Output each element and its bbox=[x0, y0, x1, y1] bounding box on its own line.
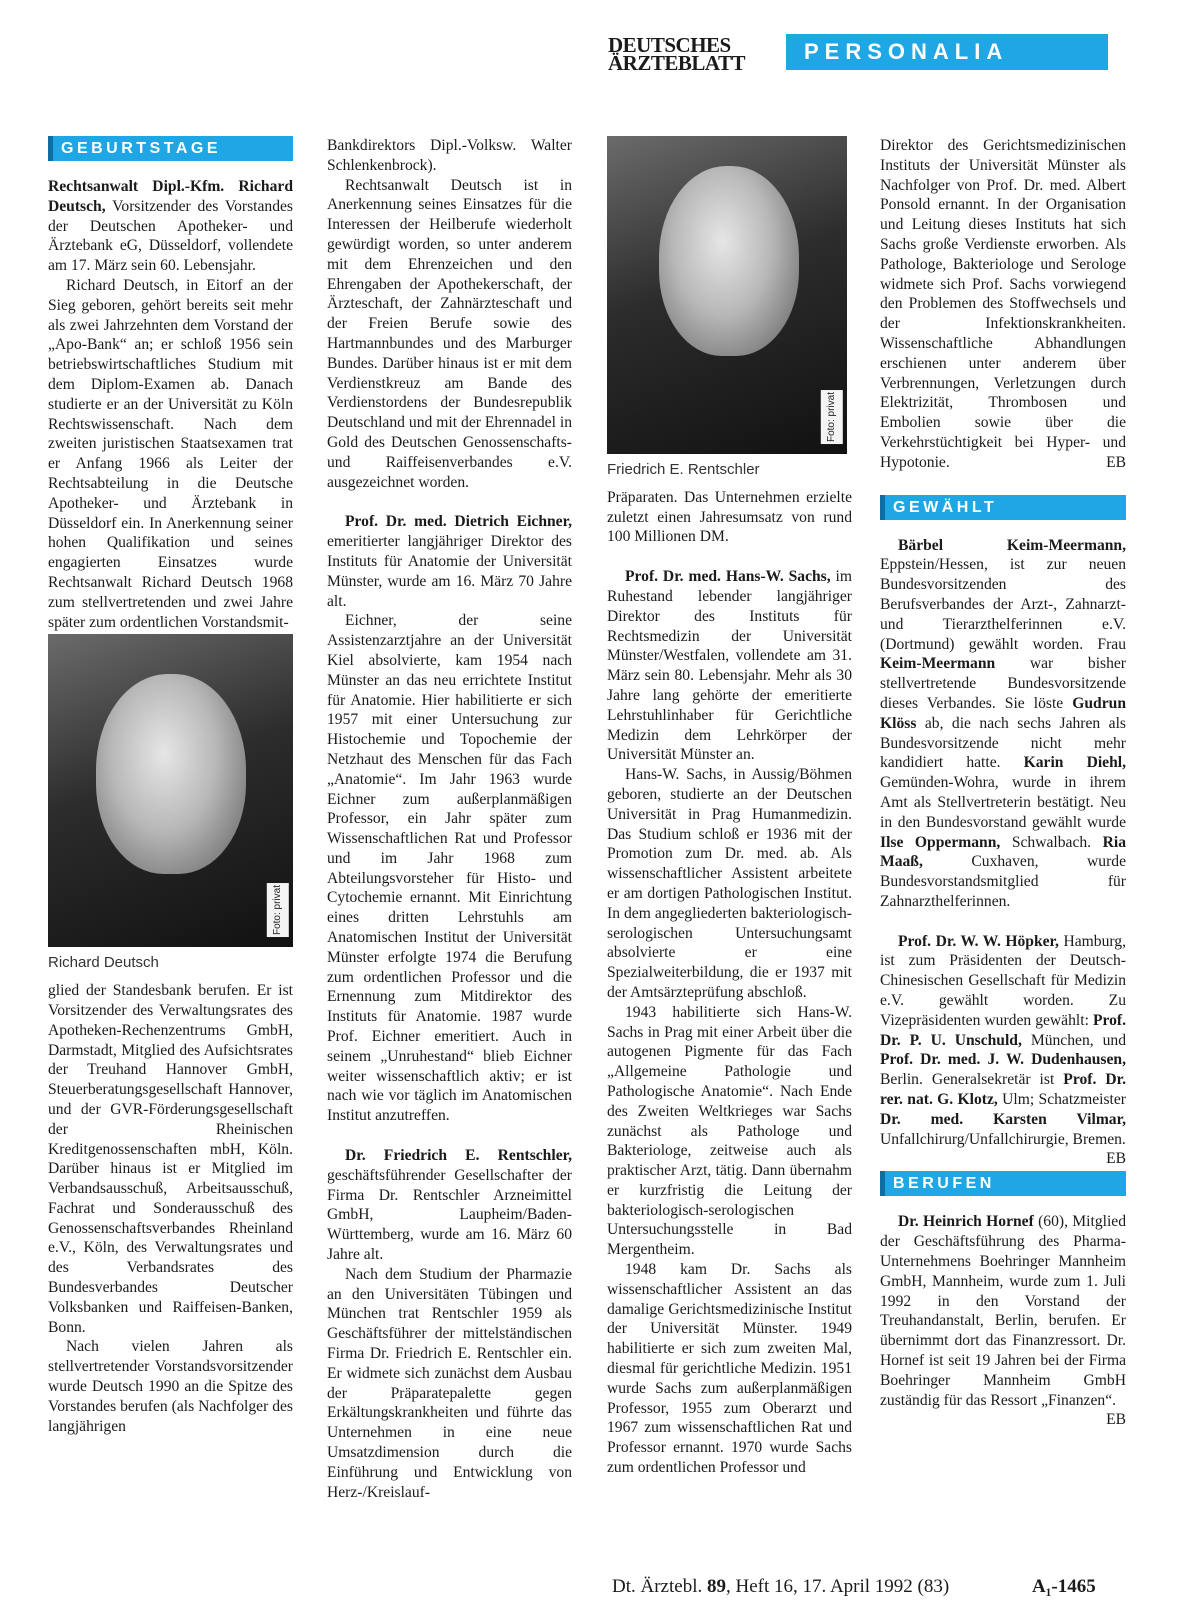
photo-credit: Foto: privat bbox=[821, 390, 843, 444]
article-paragraph: Bankdirektors Dipl.-Volksw. Walter Schlenkenbrock). bbox=[327, 137, 572, 174]
article-paragraph: Direktor des Gerichtsmedizinischen Instituts der Universität Münster als Nachfolger von Prof. Dr. med. Albert Ponsold ernannt. In der Organisation und Leitung dieses Instituts hat sich Sachs große Verdienste erworben. Als Pathologe, Bakteriologe und Serologe widmete sich Prof. Sachs vorwiegend den Problemen des Stoffwechsels und der Infektionskrankheiten. Wissenschaftliche Abhandlungen erschienen unter anderem über Verbrennungen, Verletzungen durch Elektrizität, Thrombosen und Embolien sowie über die Verkehrstüchtigkeit bei Hyper- und Hypotonie. EB bbox=[880, 137, 1126, 471]
portrait-face bbox=[659, 166, 799, 356]
portrait-face bbox=[96, 674, 246, 874]
article-deutsch-intro: Rechtsanwalt Dipl.-Kfm. Richard Deutsch, Vorsitzender des Vorstandes der Deutschen Apotheker- und Ärztebank eG, Düsseldorf, vollendete am 17. März sein 60. Lebensjahr. bbox=[48, 178, 293, 275]
section-label-berufen: BERUFEN bbox=[880, 1171, 1126, 1196]
portrait-photo-deutsch bbox=[48, 634, 293, 947]
article-paragraph: Hans-W. Sachs, in Aussig/Böhmen geboren, studierte an der Deutschen Universität in Prag Humanmedizin. Das Studium schloß er 1936 mit der Promotion zum Dr. med. ab. Als wissenschaftlicher Assistent arbeitete er am dortigen Pathologischen Institut. In dem angegliederten bakteriologisch-serologischen Untersuchungsamt absolvierte er eine Spezialweiterbildung, die er 1937 mit der Amtsärzteprüfung abschloß. bbox=[607, 766, 852, 1001]
article-paragraph: 1948 kam Dr. Sachs als wissenschaftlicher Assistent an das damalige Gerichtsmedizinische Institut der Universität Münster. 1949 habilitierte er sich zum zweiten Mal, diesmal für gerichtliche Medizin. 1951 wurde Sachs zum außerplanmäßigen Professor, 1955 zum Oberarzt und 1967 zum wissenschaftlichen Rat und Professor ernannt. 1970 wurde Sachs zum ordentlichen Professor und bbox=[607, 1261, 852, 1477]
photo-caption: Richard Deutsch bbox=[48, 954, 159, 972]
article-paragraph: Nach dem Studium der Pharmazie an den Universitäten Tübingen und München trat Rentschler 1959 als Geschäftsführer der mittelständischen Firma Dr. Friedrich E. Rentschler ein. Er widmete sich zunächst dem Ausbau der Präparatepalette gegen Erkältungskrankheiten und führte das Unternehmen in eine neue Umsatzdimension durch die Einführung und Entwicklung von Herz-/Kreislauf- bbox=[327, 1265, 572, 1501]
masthead bbox=[608, 34, 1108, 74]
section-title: PERSONALIA bbox=[786, 34, 1108, 70]
article-paragraph: Eichner, der seine Assistenzarztjahre an der Universität Kiel absolvierte, kam 1954 nach Münster an das neu errichtete Institut für Anatomie. Hier habilitierte er sich 1957 mit einer Untersuchung zur Histochemie und Topochemie der Netzhaut des Menschen für das Fach „Anatomie“. Im Jahr 1963 wurde Eichner zum außerplanmäßigen Professor, ein Jahr später zum Wissenschaftlichen Rat und Professor und im Jahr 1968 zum Abteilungsvorsteher für Histo- und Cytochemie ernannt. Mit Einrichtung eines dritten Lehrstuhls am Anatomischen Institut der Universität Münster erfolgte 1974 die Berufung zum ordentlichen Professor und die Ernennung zum Mitdirektor des Instituts für Anatomie. 1987 wurde Prof. Eichner emeritiert. Auch in seinem „Unruhestand“ blieb Eichner weiter wissenschaftlich aktiv; er ist nach wie vor täglich im Anatomischen Institut anzutreffen. bbox=[327, 612, 572, 1125]
article-sachs-intro: Prof. Dr. med. Hans-W. Sachs, im Ruhestand lebender langjähriger Direktor des Instituts für Rechtsmedizin der Universität Münster/Westfalen, vollendete am 31. März sein 80. Lebensjahr. Mehr als 30 Jahre lang gehörte der emeritierte Lehrstuhlinhaber für Gerichtliche Medizin dem Lehrkörper der Universität Münster an. bbox=[607, 568, 852, 764]
article-paragraph: Rechtsanwalt Deutsch ist in Anerkennung seines Einsatzes für die Interessen der Heilberufe wiederholt gewürdigt worden, so unter anderem mit dem Ehrenzeichen und den Ehrengaben der Apothekerschaft, der Ärzteschaft, der Zahnärzteschaft und der Freien Berufe sowie des Hartmannbundes und des Marburger Bundes. Darüber hinaus ist er mit dem Verdienstkreuz am Bande des Verdienstordens der Bundesrepublik Deutschland und mit der Ehrennadel in Gold des Deutschen Genossenschafts- und Raiffeisenverbandes e.V. ausgezeichnet worden. bbox=[327, 176, 572, 491]
column-4 bbox=[880, 136, 1126, 1430]
article-eichner-intro: Prof. Dr. med. Dietrich Eichner, emeritierter langjähriger Direktor des Instituts für Anatomie der Universität Münster, wurde am 16. März 70 Jahre alt. bbox=[327, 513, 572, 610]
page-number: A₁-1465 bbox=[1032, 1576, 1096, 1597]
author-signature: EB bbox=[1106, 1150, 1126, 1168]
person-name: Prof. Dr. med. Hans-W. Sachs, bbox=[625, 568, 831, 586]
page-footer bbox=[612, 1576, 1132, 1598]
section-label-geburtstage: GEBURTSTAGE bbox=[48, 136, 293, 161]
article-keim-meermann: Bärbel Keim-Meermann, Eppstein/Hessen, ist zur neuen Bundesvorsitzenden des Berufsverbandes der Arzt-, Zahnarzt- und Tierarzthelferinnen e.V. (Dortmund) gewählt worden. Frau Keim-Meermann war bisher stellvertretende Bundesvorsitzende dieses Verbandes. Sie löste Gudrun Klöss ab, die nach sechs Jahren als Bundesvorsitzende nicht mehr kandidiert hatte. Karin Diehl, Gemünden-Wohra, wurde in ihrem Amt als Stellvertreterin bestätigt. Neu in den Bundesvorstand gewählt wurde Ilse Oppermann, Schwalbach. Ria Maaß, Cuxhaven, wurde Bundesvorstandsmitglied für Zahnarzthelferinnen. bbox=[880, 536, 1126, 910]
photo-caption: Friedrich E. Rentschler bbox=[607, 461, 760, 478]
article-paragraph: Präparaten. Das Unternehmen erzielte zuletzt einen Jahresumsatz von rund 100 Millionen DM. bbox=[607, 488, 852, 546]
column-1 bbox=[48, 136, 293, 1436]
author-signature: EB bbox=[1106, 453, 1126, 471]
section-label-gewaehlt: GEWÄHLT bbox=[880, 495, 1126, 520]
article-rentschler-intro: Dr. Friedrich E. Rentschler, geschäftsführender Gesellschafter der Firma Dr. Rentschler Arzneimittel GmbH, Laupheim/Baden-Württemberg, wurde am 16. März 60 Jahre alt. bbox=[327, 1147, 572, 1264]
author-signature: EB bbox=[1106, 1411, 1126, 1429]
brand-line-1: DEUTSCHES bbox=[608, 33, 731, 57]
article-hoepker: Prof. Dr. W. W. Höpker, Hamburg, ist zum Präsidenten der Deutsch-Chinesischen Gesellschaft für Medizin e.V. gewählt worden. Zu Vizepräsidenten wurden gewählt: Prof. Dr. P. U. Unschuld, München, und Prof. Dr. med. J. W. Dudenhausen, Berlin. Generalsekretär ist Prof. Dr. rer. nat. G. Klotz, Ulm; Schatzmeister Dr. med. Karsten Vilmar, Unfallchirurg/Unfallchirurgie, Bremen. EB bbox=[880, 932, 1126, 1168]
column-3 bbox=[607, 136, 852, 1478]
brand-line-2: ÄRZTEBLATT bbox=[608, 51, 745, 75]
journal-logo bbox=[608, 33, 778, 75]
article-hornef: Dr. Heinrich Hornef (60), Mitglied der Geschäftsführung des Pharma-Unternehmens Boehringer Mannheim GmbH, Mannheim, wurde zum 1. Juli 1992 in den Vorstand der Treuhandanstalt, Berlin, berufen. Er übernimmt dort das Finanzressort. Dr. Hornef ist seit 19 Jahren bei der Firma Boehringer Mannheim GmbH zuständig für das Ressort „Finanzen“. EB bbox=[880, 1213, 1126, 1429]
portrait-photo-rentschler bbox=[607, 136, 847, 454]
article-paragraph: Richard Deutsch, in Eitorf an der Sieg geboren, gehört bereits seit mehr als zwei Jahrzehnten dem Vorstand der „Apo-Bank“ an; er schloß 1956 sein betriebswirtschaftliches Studium mit dem Diplom-Examen ab. Danach studierte er an der Universität zu Köln Rechtswissenschaft. Nach dem zweiten juristischen Staatsexamen trat er Anfang 1966 als Leiter der Rechtsabteilung in die Deutsche Apotheker- und Ärztebank in Düsseldorf ein. In Anerkennung seiner hohen Qualifikation und seines engagierten Einsatzes wurde Rechtsanwalt Richard Deutsch 1968 zum stellvertretenden und zwei Jahre später zum ordentlichen Vorstandsmit- bbox=[48, 276, 293, 631]
column-2 bbox=[327, 136, 572, 1502]
person-name: Dr. Friedrich E. Rentschler, bbox=[345, 1147, 572, 1165]
photo-credit: Foto: privat bbox=[267, 883, 289, 937]
citation: Dt. Ärztebl. 89, Heft 16, 17. April 1992 (83) bbox=[612, 1576, 950, 1597]
person-name: Rechtsanwalt Dipl.-Kfm. Richard Deutsch, bbox=[48, 178, 293, 215]
person-name: Prof. Dr. med. Dietrich Eichner, bbox=[345, 513, 572, 531]
article-paragraph: Nach vielen Jahren als stellvertretender Vorstandsvorsitzender wurde Deutsch 1990 an die Spitze des Vorstandes berufen (als Nachfolger des langjährigen bbox=[48, 1338, 293, 1435]
article-paragraph: glied der Standesbank berufen. Er ist Vorsitzender des Verwaltungsrates des Apotheken-Rechenzentrums GmbH, Darmstadt, Mitglied des Aufsichtsrates der Treuhand Hannover GmbH, Steuerberatungsgesellschaft Hannover, und der GVR-Förderungsgesellschaft der Rheinischen Kreditgenossenschaften mbH, Köln. Darüber hinaus ist er Mitglied im Verbandsausschuß, Arbeitsausschuß, Fachrat und Sonderausschuß des Genossenschaftsverbandes Rheinland e.V., Köln, des Verwaltungsrates und des Verbandsrates des Bundesverbandes Deutscher Volksbanken und Raiffeisen-Banken, Bonn. bbox=[48, 982, 293, 1336]
article-paragraph: 1943 habilitierte sich Hans-W. Sachs in Prag mit einer Arbeit über die autogenen Pigmente für das Fach „Allgemeine Pathologie und Pathologische Anatomie“. Nach Ende des Zweiten Weltkrieges war Sachs zunächst als Pathologe und Bakteriologe, zeitweise auch als praktischer Arzt, tätig. Dann übernahm er kurzfristig die Leitung der bakteriologisch-serologischen Untersuchungsstelle in Bad Mergentheim. bbox=[607, 1003, 852, 1259]
